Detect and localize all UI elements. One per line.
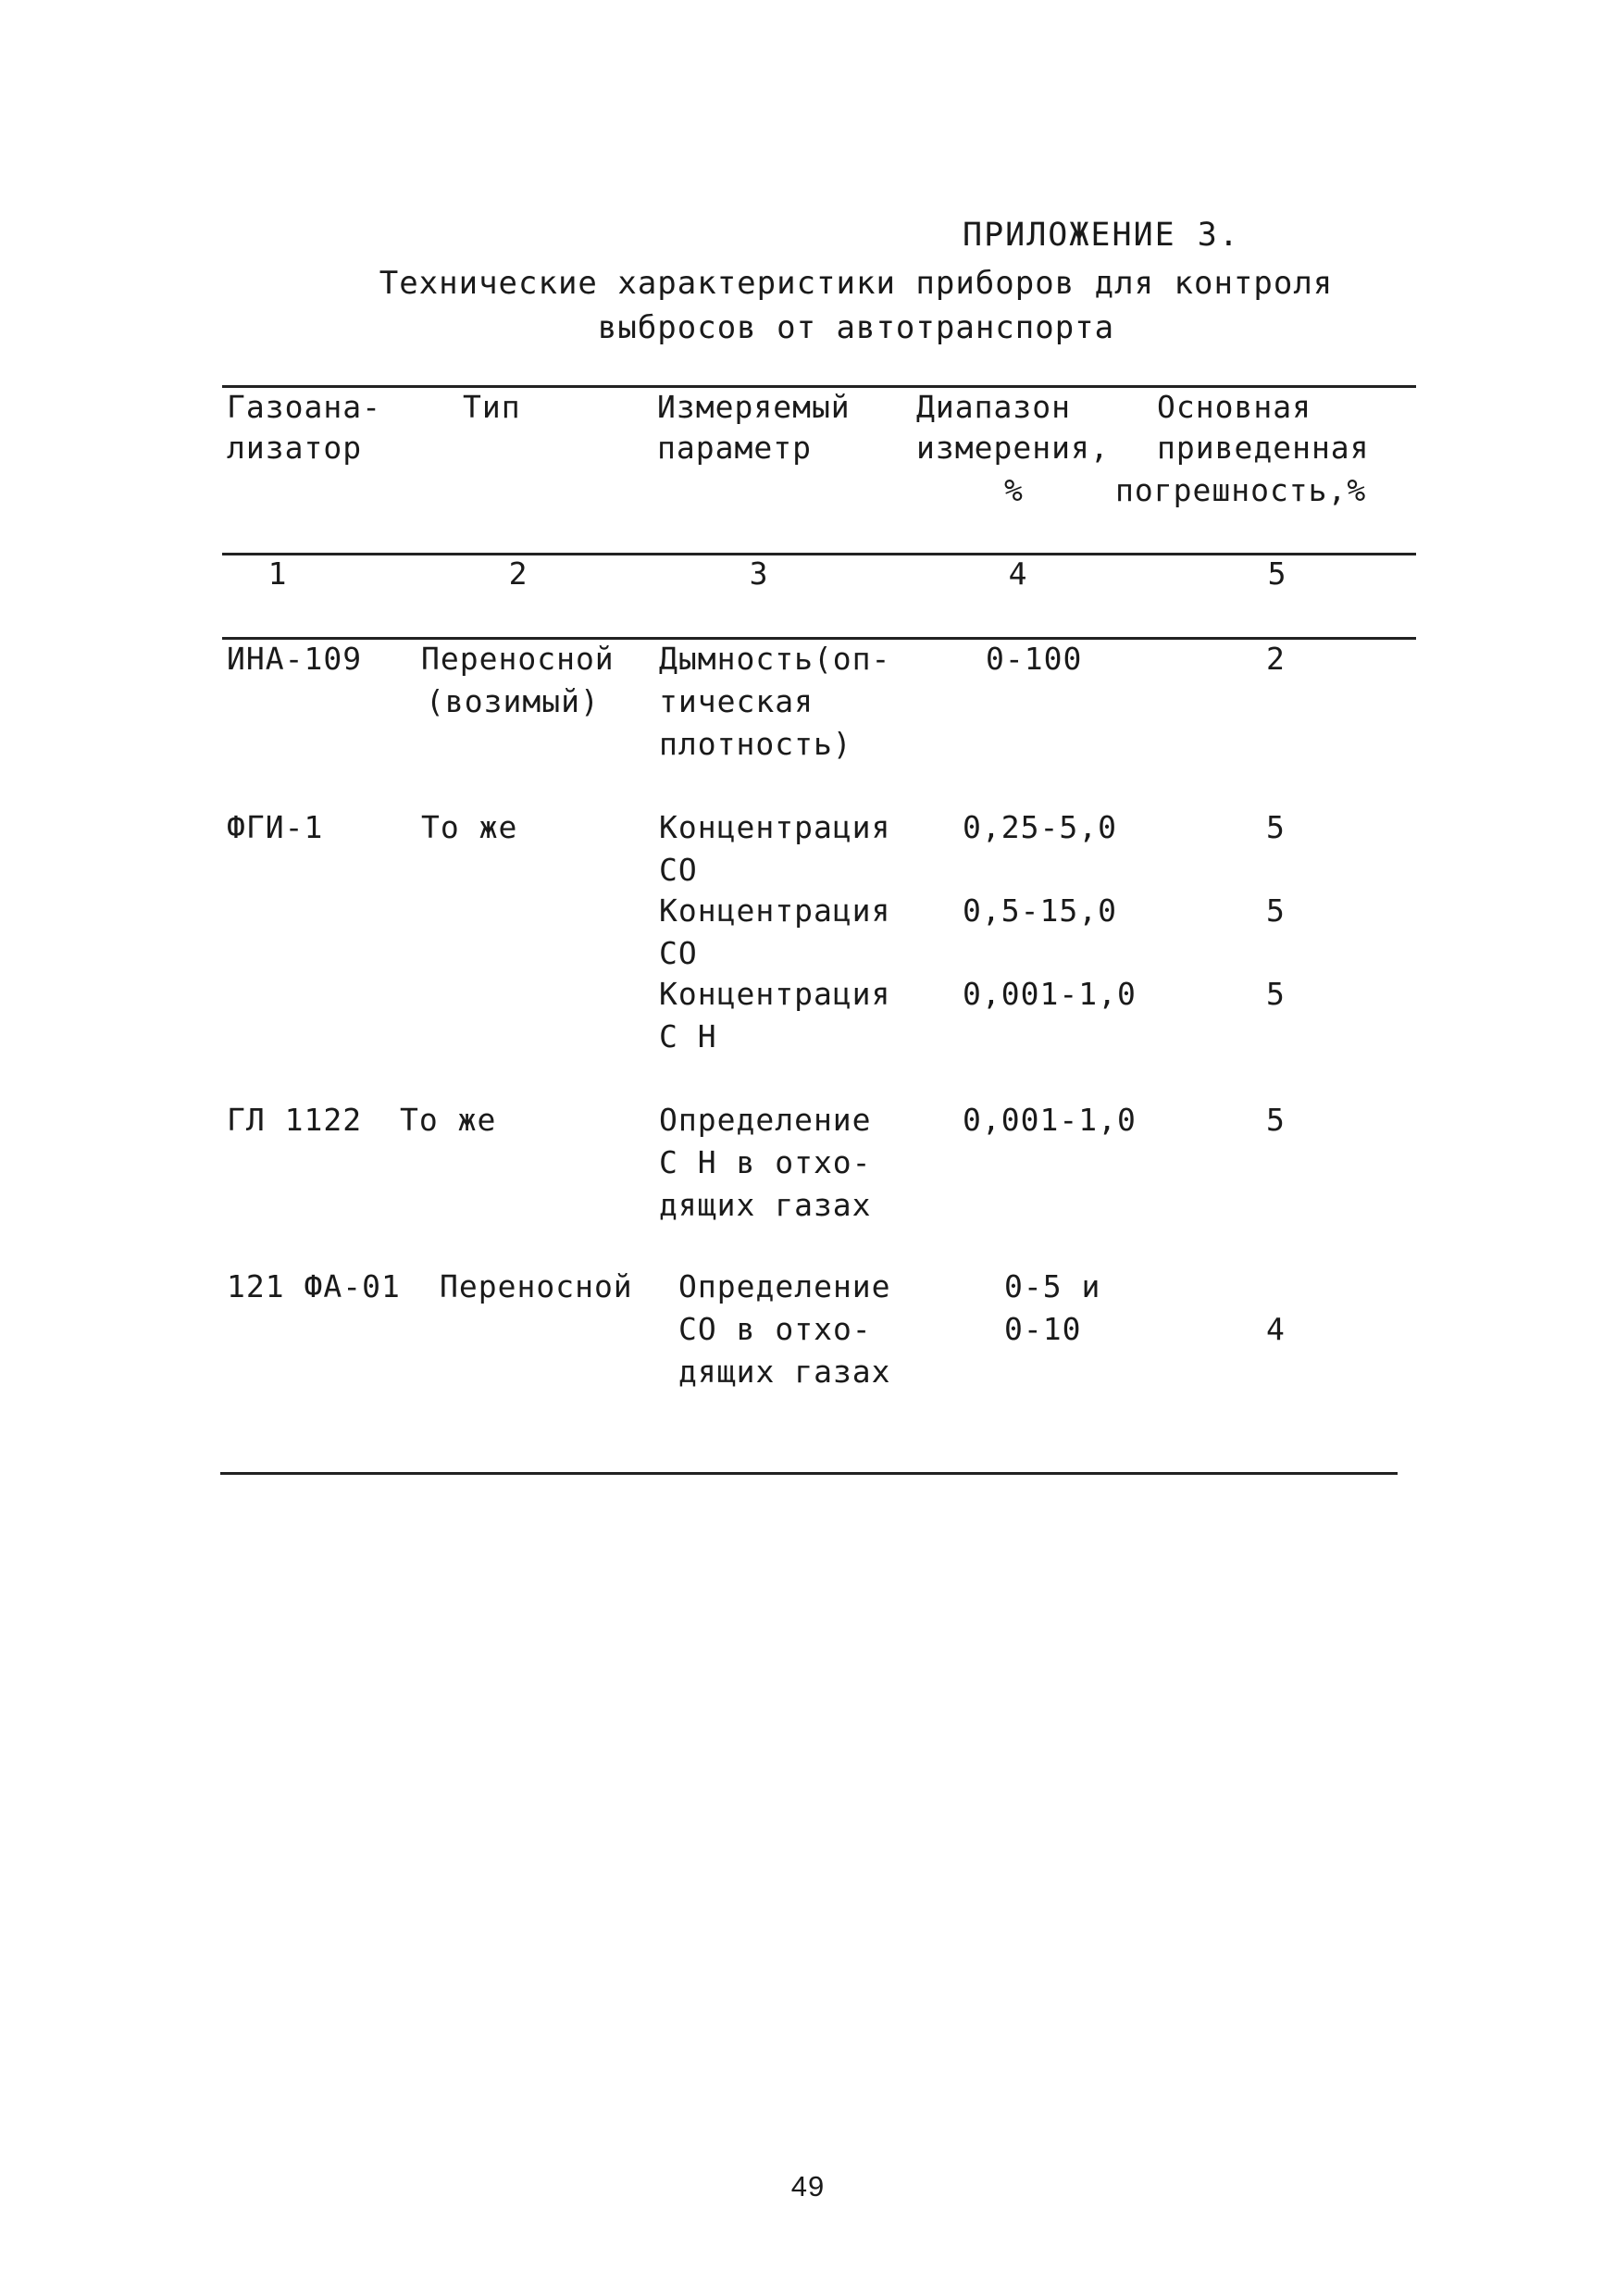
- header-col4-line2: измерения,: [916, 430, 1110, 466]
- header-col4-line1: Диапазон: [916, 389, 1071, 425]
- error-value: 4: [1266, 1311, 1286, 1347]
- column-number-3: 3: [749, 555, 769, 592]
- appendix-label: ПРИЛОЖЕНИЕ 3.: [963, 217, 1240, 254]
- page-number: 49: [790, 2170, 826, 2202]
- header-col5-line1: Основная: [1157, 389, 1311, 425]
- error-value: 5: [1266, 976, 1286, 1012]
- header-col3-line2: параметр: [657, 430, 812, 466]
- measured-parameter: Дымность(оп-: [659, 641, 891, 677]
- error-value: 5: [1266, 892, 1286, 929]
- measured-parameter: Концентрация: [659, 809, 891, 845]
- measured-parameter: дящих газах: [659, 1187, 872, 1223]
- measurement-range: 0,25-5,0: [963, 809, 1117, 845]
- measured-parameter: С Н в отхо-: [659, 1144, 872, 1180]
- error-value: 5: [1266, 1102, 1286, 1138]
- header-col1-line1: Газоана-: [227, 389, 381, 425]
- analyzer-name: 121 ФА-01: [227, 1268, 401, 1304]
- column-number-4: 4: [1008, 555, 1028, 592]
- column-number-5: 5: [1267, 555, 1287, 592]
- measured-parameter: плотность): [659, 726, 852, 762]
- measurement-range: 0-5 и: [1004, 1268, 1101, 1304]
- measured-parameter: СО: [659, 852, 698, 888]
- measured-parameter: Концентрация: [659, 976, 891, 1012]
- analyzer-name: ИНА-109: [227, 641, 363, 677]
- measured-parameter: СО в отхо-: [678, 1311, 872, 1347]
- measured-parameter: СО: [659, 935, 698, 971]
- header-col2: Тип: [463, 389, 521, 425]
- measurement-range: 0-10: [1004, 1311, 1082, 1347]
- device-type: Переносной: [421, 641, 615, 677]
- measured-parameter: Концентрация: [659, 892, 891, 929]
- header-col3-line1: Измеряемый: [657, 389, 851, 425]
- measured-parameter: С Н: [659, 1018, 717, 1054]
- measured-parameter: Определение: [678, 1268, 891, 1304]
- error-value: 5: [1266, 809, 1286, 845]
- header-col5-line3: погрешность,%: [1115, 472, 1367, 508]
- measurement-range: 0,001-1,0: [963, 1102, 1137, 1138]
- device-type: Переносной: [440, 1268, 633, 1304]
- table-numbers-top-rule: [222, 553, 1416, 555]
- device-type: То же: [400, 1102, 497, 1138]
- header-col5-line2: приведенная: [1157, 430, 1370, 466]
- analyzer-name: ГЛ 1122: [227, 1102, 363, 1138]
- column-number-1: 1: [267, 555, 288, 592]
- device-type: То же: [421, 809, 518, 845]
- error-value: 2: [1266, 641, 1286, 677]
- measurement-range: 0-100: [986, 641, 1083, 677]
- document-title-line-1: Технические характеристики приборов для контроля: [379, 265, 1334, 302]
- analyzer-name: ФГИ-1: [227, 809, 324, 845]
- measured-parameter: Определение: [659, 1102, 872, 1138]
- measured-parameter: тическая: [659, 683, 814, 719]
- measured-parameter: дящих газах: [678, 1354, 891, 1390]
- document-title-line-2: выбросов от автотранспорта: [597, 309, 1115, 346]
- table-bottom-rule: [220, 1472, 1398, 1475]
- column-number-2: 2: [508, 555, 528, 592]
- measurement-range: 0,001-1,0: [963, 976, 1137, 1012]
- header-col4-line3: %: [1004, 472, 1024, 508]
- header-col1-line2: лизатор: [227, 430, 363, 466]
- measurement-range: 0,5-15,0: [963, 892, 1117, 929]
- device-type: (возимый): [426, 683, 600, 719]
